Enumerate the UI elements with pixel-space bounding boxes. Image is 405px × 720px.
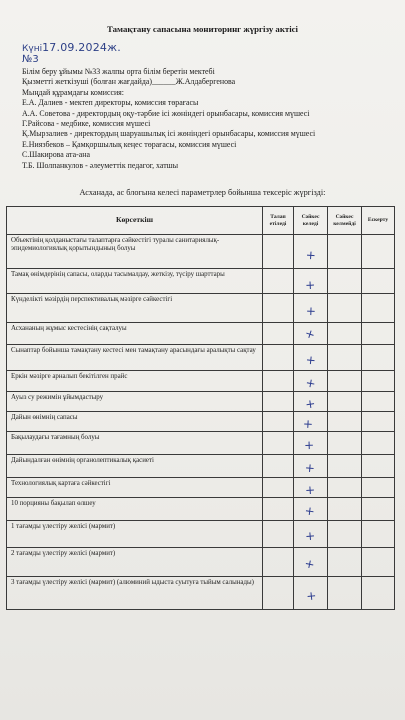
handwritten-date: 17.09.2024ж. [42, 41, 121, 54]
required-cell [263, 392, 294, 412]
table-intro: Асханада, ас блогына келесі параметрлер бойынша тексеріс жүргізді: [79, 188, 326, 197]
check-mark: + [306, 303, 317, 319]
note-cell [362, 323, 395, 345]
compliant-cell [294, 269, 328, 294]
check-mark: + [305, 277, 317, 293]
check-mark: + [305, 247, 317, 262]
table-row [7, 498, 395, 521]
table-row [7, 548, 395, 577]
info-line: Қ.Мырзалиев - директордың шаруашылық ісі жөніндегі орынбасары, комиссия мүшесі [22, 129, 316, 139]
noncompliant-cell [328, 577, 362, 610]
note-cell [362, 294, 395, 323]
noncompliant-cell [328, 548, 362, 577]
info-line: Е.Ниязбеков – Қамқоршылық кеңес төрағасы, комиссия мүшесі [22, 139, 237, 149]
compliant-cell [294, 521, 328, 548]
header-indicator: Көрсеткіш [7, 207, 263, 235]
note-cell [362, 235, 395, 269]
noncompliant-cell [328, 412, 362, 432]
noncompliant-cell [328, 392, 362, 412]
document-title: Тамақтану сапасына мониторинг жүргізу актісі [106, 24, 298, 34]
check-mark: + [304, 437, 315, 453]
indicator-cell: 3 тағамды үлестіру желісі (мармит) (алюминий ыдыста суытуға тыйым салынады) [7, 577, 263, 610]
compliant-cell [294, 577, 328, 610]
info-line: С.Шакирова ата-ана [22, 150, 90, 160]
note-cell [362, 269, 395, 294]
note-cell [362, 412, 395, 432]
indicator-cell: Еркін мәзірге арналып бекітілген прайс [7, 371, 263, 392]
table-row [7, 235, 395, 269]
info-line: Т.Б. Шолпанкулов - әлеуметтік педагог, хатшы [22, 160, 179, 170]
table-row [7, 345, 395, 371]
info-line: Е.А. Далиев - мектеп директоры, комиссия төрағасы [22, 98, 199, 108]
table-row [7, 432, 395, 455]
indicator-cell: Объектінің қолданыстағы талаптарға сәйкестігі туралы санитариялық-эпидемиологиялық қорытындының болуы [7, 235, 263, 269]
required-cell [263, 412, 294, 432]
header-note: Ескерту [362, 207, 395, 235]
table-row [7, 577, 395, 610]
noncompliant-cell [328, 323, 362, 345]
compliant-cell [294, 392, 328, 412]
indicator-cell: 2 тағамды үлестіру желісі (мармит) [7, 548, 263, 577]
indicator-cell: Асхананың жұмыс кестесінің сақталуы [7, 323, 263, 345]
note-cell [362, 548, 395, 577]
note-cell [362, 392, 395, 412]
compliant-cell [294, 345, 328, 371]
header-compliant: Сәйкес келеді [294, 207, 328, 235]
check-mark: + [303, 556, 317, 572]
note-cell [362, 371, 395, 392]
info-line: Г.Райсова - медбике, комиссия мүшесі [22, 119, 151, 129]
date-label: Күні [22, 44, 43, 54]
required-cell [263, 323, 294, 345]
table-row [7, 371, 395, 392]
noncompliant-cell [328, 432, 362, 455]
table-row [7, 521, 395, 548]
check-mark: + [304, 395, 317, 412]
required-cell [263, 577, 294, 610]
check-mark: + [303, 325, 318, 342]
noncompliant-cell [328, 478, 362, 498]
required-cell [263, 269, 294, 294]
indicator-cell: Ауыз су режимін ұйымдастыру [7, 392, 263, 412]
required-cell [263, 455, 294, 478]
handwritten-number: №3 [22, 54, 39, 65]
info-line: Мыңдай құрамдағы комиссия: [22, 87, 124, 97]
noncompliant-cell [328, 371, 362, 392]
required-cell [263, 548, 294, 577]
noncompliant-cell [328, 269, 362, 294]
table-row [7, 455, 395, 478]
compliant-cell [294, 498, 328, 521]
note-cell [362, 577, 395, 610]
noncompliant-cell [328, 521, 362, 548]
info-line: Білім беру ұйымы №33 жалпы орта білім беретін мектебі [22, 67, 215, 76]
compliant-cell [294, 371, 328, 392]
table-row [7, 294, 395, 323]
noncompliant-cell [328, 235, 362, 269]
indicator-cell: 1 тағамды үлестіру желісі (мармит) [7, 521, 263, 548]
compliant-cell [294, 235, 328, 269]
check-mark: + [305, 352, 318, 368]
check-mark: + [306, 588, 318, 604]
check-mark: + [304, 460, 316, 476]
check-mark: + [304, 503, 317, 519]
compliant-cell [294, 412, 328, 432]
required-cell [263, 294, 294, 323]
table-header-row [7, 207, 395, 235]
required-cell [263, 498, 294, 521]
table-row [7, 392, 395, 412]
required-cell [263, 371, 294, 392]
noncompliant-cell [328, 498, 362, 521]
indicator-cell: Дайын өнімнің сапасы [7, 412, 263, 432]
commission-info [22, 67, 392, 171]
indicator-cell: Сынаптар бойынша тамақтану кестесі мен тамақтану арасындағы аралықты сақтау [7, 345, 263, 371]
handwritten-header [22, 42, 121, 65]
table-row [7, 323, 395, 345]
info-line: А.А. Советова - директордың оқу-тәрбие ісі жөніндегі орынбасары, комиссия мүшесі [22, 108, 310, 118]
indicator-cell: Күнделікті мәзірдің перспективалық мәзірге сәйкестігі [7, 294, 263, 323]
note-cell [362, 455, 395, 478]
table-row [7, 412, 395, 432]
indicator-cell: Тамақ өнімдерінің сапасы, оларды тасымалдау, жеткізу, түсіру шарттары [7, 269, 263, 294]
indicator-cell: Бақылаудағы тағамның болуы [7, 432, 263, 455]
required-cell [263, 345, 294, 371]
compliant-cell [294, 455, 328, 478]
required-cell [263, 521, 294, 548]
table-row [7, 269, 395, 294]
inspection-table [6, 206, 395, 610]
check-mark: + [303, 416, 314, 431]
header-noncompliant: Сәйкес келмейді [328, 207, 362, 235]
required-cell [263, 478, 294, 498]
check-mark: + [304, 375, 318, 391]
indicator-cell: Технологиялық картаға сәйкестігі [7, 478, 263, 498]
noncompliant-cell [328, 294, 362, 323]
indicator-cell: 10 порцияны бақылап өлшеу [7, 498, 263, 521]
compliant-cell [294, 478, 328, 498]
indicator-cell: Дайындалған өнімнің органолептикалық қасиеті [7, 455, 263, 478]
noncompliant-cell [328, 455, 362, 478]
compliant-cell [294, 294, 328, 323]
note-cell [362, 521, 395, 548]
table-row [7, 478, 395, 498]
required-cell [263, 235, 294, 269]
required-cell [263, 432, 294, 455]
note-cell [362, 432, 395, 455]
compliant-cell [294, 323, 328, 345]
header-required: Талап етіледі [263, 207, 294, 235]
noncompliant-cell [328, 345, 362, 371]
check-mark: + [305, 482, 317, 497]
compliant-cell [294, 548, 328, 577]
info-line: Қызметті жеткізуші (болған жағдайда)______Ж.Алдабергенова [22, 77, 236, 87]
note-cell [362, 345, 395, 371]
check-mark: + [305, 528, 317, 544]
compliant-cell [294, 432, 328, 455]
note-cell [362, 478, 395, 498]
note-cell [362, 498, 395, 521]
